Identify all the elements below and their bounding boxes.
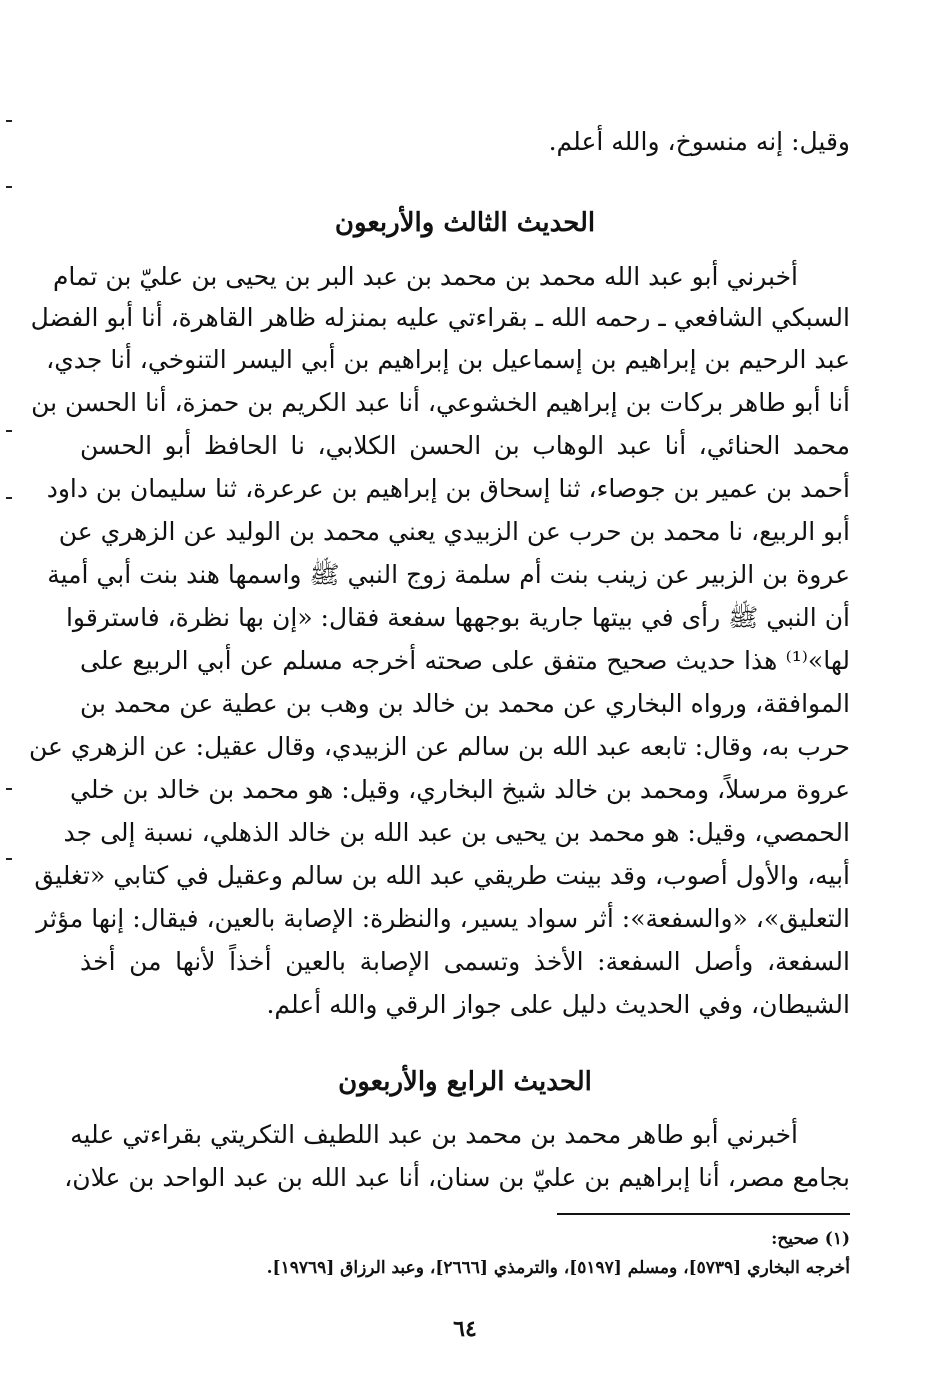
intro-line: وقيل: إنه منسوخ، والله أعلم. — [548, 127, 850, 156]
footnote-label: (١) صحيح: — [771, 1229, 850, 1249]
text-line: الشيطان، وفي الحديث دليل على جواز الرقي والله أعلم. — [266, 990, 850, 1019]
text-line: أبو الربيع، نا محمد بن حرب عن الزبيدي يعني محمد بن الوليد عن الزهري عن — [58, 517, 850, 546]
footnote-text: أخرجه البخاري [٥٧٣٩]، ومسلم [٥١٩٧]، والترمذي [٢٦٦٦]، وعبد الرزاق [١٩٧٦٩]. — [266, 1258, 850, 1278]
text-line: عروة مرسلاً، ومحمد بن خالد شيخ البخاري، وقيل: هو محمد بن خالد بن خلي — [70, 775, 850, 804]
scan-mark — [6, 186, 12, 188]
text-line: أن النبي ﷺ رأى في بيتها جارية بوجهها سفعة فقال: «إن بها نظرة، فاسترقوا — [65, 603, 850, 632]
text-line: أخبرني أبو عبد الله محمد بن محمد بن عبد البر بن يحيى بن عليّ بن تمام — [52, 262, 798, 291]
heading-hadith-43: الحديث الثالث والأربعون — [334, 208, 596, 238]
book-page — [29, 0, 850, 1382]
text-line: أخبرني أبو طاهر محمد بن محمد بن عبد اللطيف التكريتي بقراءتي عليه — [70, 1120, 798, 1149]
text-line: عبد الرحيم بن إبراهيم بن إسماعيل بن إبراهيم بن أبي اليسر التنوخي، أنا جدي، — [46, 345, 850, 374]
text-line: لها»⁽¹⁾ هذا حديث صحيح متفق على صحته أخرجه مسلم عن أبي الربيع على — [80, 646, 850, 675]
text-line: بجامع مصر، أنا إبراهيم بن عليّ بن سنان، أنا عبد الله بن عبد الواحد بن علان، — [64, 1163, 850, 1192]
footnote-separator — [557, 1213, 850, 1215]
text-line: حرب به، وقال: تابعه عبد الله بن سالم عن الزبيدي، وقال عقيل: عن الزهري عن — [29, 732, 850, 761]
scan-mark — [6, 497, 12, 499]
text-line: أنا أبو طاهر بركات بن إبراهيم الخشوعي، أنا عبد الكريم بن حمزة، أنا الحسن بن — [31, 388, 850, 417]
text-line: الحمصي، وقيل: هو محمد بن يحيى بن عبد الله بن خالد الذهلي، نسبة إلى جد — [63, 818, 850, 847]
text-line: عروة بن الزبير عن زينب بنت أم سلمة زوج النبي ﷺ واسمها هند بنت أبي أمية — [47, 560, 850, 589]
page-number: ٦٤ — [453, 1316, 477, 1342]
text-line: السفعة، وأصل السفعة: الأخذ وتسمى الإصابة بالعين أخذاً لأنها من أخذ — [80, 947, 850, 976]
scan-mark — [6, 430, 12, 432]
heading-hadith-44: الحديث الرابع والأربعون — [338, 1067, 592, 1097]
text-line: أحمد بن عمير بن جوصاء، ثنا إسحاق بن إبراهيم بن عرعرة، ثنا سليمان بن داود — [46, 474, 850, 503]
text-line: السبكي الشافعي ـ رحمه الله ـ بقراءتي عليه بمنزله ظاهر القاهرة، أنا أبو الفضل — [30, 303, 850, 332]
scan-mark — [6, 120, 12, 122]
text-line: محمد الحنائي، أنا عبد الوهاب بن الحسن الكلابي، نا الحافظ أبو الحسن — [80, 431, 850, 460]
text-line: أبيه، والأول أصوب، وقد بينت طريقي عبد الله بن سالم وعقيل في كتابي «تغليق — [34, 861, 850, 890]
scan-mark — [6, 858, 12, 860]
text-line: الموافقة، ورواه البخاري عن محمد بن خالد بن وهب بن عطية عن محمد بن — [80, 689, 850, 718]
text-line: التعليق»، «والسفعة»: أثر سواد يسير، والنظرة: الإصابة بالعين، فيقال: إنها مؤثر — [36, 904, 850, 933]
scan-mark — [6, 788, 12, 790]
